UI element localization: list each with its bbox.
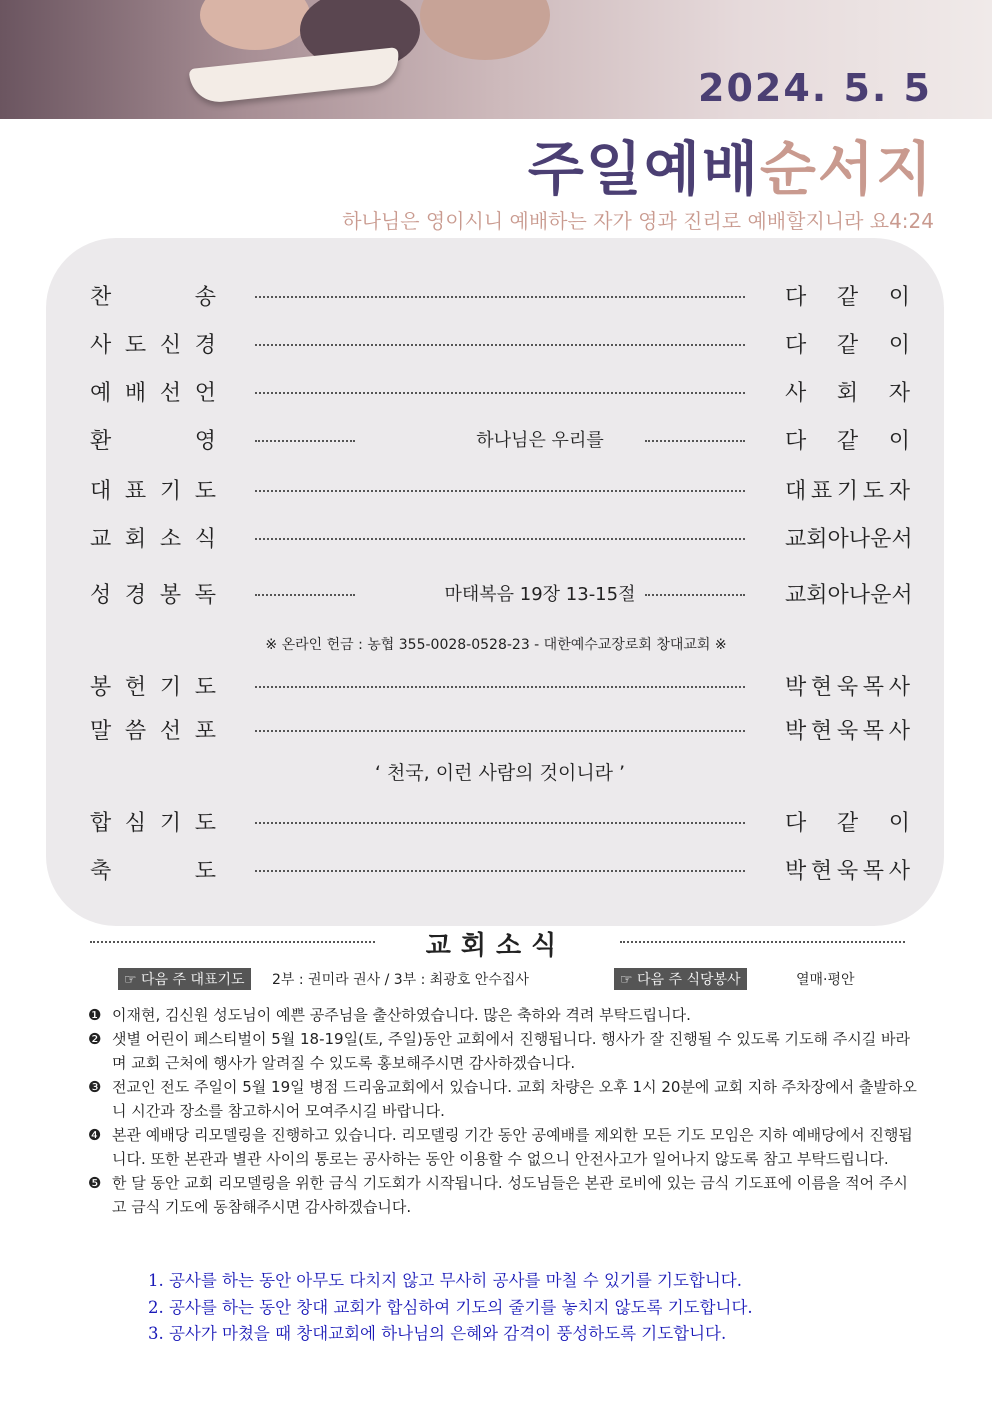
order-item-name: 성 경 봉 독 bbox=[90, 583, 216, 608]
order-item-name: 봉 헌 기 도 bbox=[90, 675, 216, 700]
leader-dots bbox=[255, 296, 745, 298]
leader-dots bbox=[255, 490, 745, 492]
order-item-detail: 하나님은 우리를 bbox=[476, 430, 604, 451]
service-date: 2024. 5. 5 bbox=[698, 66, 932, 110]
leader-dots bbox=[255, 686, 745, 688]
prayer-item: 2. 공사를 하는 동안 창대 교회가 합심하여 기도의 줄기를 놓치지 않도록 기도합니다. bbox=[148, 1297, 753, 1317]
order-item-name: 교 회 소 식 bbox=[90, 527, 216, 552]
leader-dots bbox=[255, 594, 355, 596]
order-item-name: 사 도 신 경 bbox=[90, 333, 216, 358]
leader-dots bbox=[255, 344, 745, 346]
hands-image-part bbox=[200, 0, 310, 50]
next-week-kitchen-tag: ☞ 다음 주 식당봉사 bbox=[614, 968, 747, 990]
order-row bbox=[90, 376, 910, 410]
order-row bbox=[90, 714, 910, 748]
news-item: ❸ 전교인 전도 주일이 5월 19일 병점 드리움교회에서 있습니다. 교회 차량은 오후 1시 20분에 교회 지하 주차장에서 출발하오니 시간과 장소를 참고하시어 모여주시길 바랍니다. bbox=[88, 1078, 917, 1120]
news-item: ❺ 한 달 동안 교회 리모델링을 위한 금식 기도회가 시작됩니다. 성도님들은 본관 로비에 있는 금식 기도표에 이름을 적어 주시고 금식 기도에 동참해주시면 감사하겠습니다. bbox=[88, 1174, 908, 1216]
prayer-requests bbox=[148, 1268, 753, 1348]
order-row bbox=[90, 578, 913, 612]
divider bbox=[620, 941, 905, 943]
duty-roster bbox=[0, 968, 992, 990]
open-bible-image bbox=[189, 47, 402, 105]
hands-image-part bbox=[420, 0, 550, 60]
order-item-leader: 사 회 자 bbox=[785, 381, 910, 406]
next-week-prayer-tag: ☞ 다음 주 대표기도 bbox=[118, 968, 251, 990]
order-item-leader: 교 회 아 나 운 서 bbox=[785, 583, 913, 608]
order-row bbox=[90, 670, 910, 704]
order-item-leader: 다 같 이 bbox=[785, 333, 910, 358]
order-row bbox=[90, 474, 910, 508]
order-item-leader: 박 현 욱 목 사 bbox=[785, 719, 910, 744]
prayer-item: 1. 공사를 하는 동안 아무도 다치지 않고 무사히 공사를 마칠 수 있기를 기도합니다. bbox=[148, 1271, 742, 1290]
order-item-leader: 박 현 욱 목 사 bbox=[785, 859, 910, 884]
page-title: 주일예배순서지 bbox=[527, 135, 934, 203]
theme-verse: 하나님은 영이시니 예배하는 자가 영과 진리로 예배할지니라 요4:24 bbox=[342, 209, 934, 233]
order-item-name: 찬 송 bbox=[90, 285, 216, 310]
order-row bbox=[90, 328, 910, 362]
leader-dots bbox=[645, 594, 745, 596]
order-item-leader: 대 표 기 도 자 bbox=[785, 479, 910, 504]
order-item-leader: 다 같 이 bbox=[785, 429, 910, 454]
sermon-title: ‘ 천국, 이런 사람의 것이니라 ’ bbox=[374, 762, 626, 784]
order-row bbox=[90, 280, 910, 314]
leader-dots bbox=[255, 822, 745, 824]
kitchen-team: 열매·평안 bbox=[796, 972, 855, 988]
offering-note: ※ 온라인 헌금 : 농협 355-0028-0528-23 - 대한예수교장로회 창대교회 ※ bbox=[265, 637, 727, 653]
order-row bbox=[90, 806, 910, 840]
order-item-leader: 박 현 욱 목 사 bbox=[785, 675, 910, 700]
news-heading: 교회소식 bbox=[0, 925, 992, 961]
order-row bbox=[90, 854, 910, 888]
order-item-leader: 다 같 이 bbox=[785, 811, 910, 836]
news-item: ❹ 본관 예배당 리모델링을 진행하고 있습니다. 리모델링 기간 동안 공예배를 제외한 모든 기도 모임은 지하 예배당에서 진행됩니다. 또한 본관과 별관 사이의 통로는 공사하는 동안 이용할 수 없으니 안전사고가 일어나지 않도록 참고 부탁드립니다. bbox=[88, 1126, 913, 1168]
news-list bbox=[88, 1003, 918, 1219]
leader-dots bbox=[645, 440, 745, 442]
order-item-name: 합 심 기 도 bbox=[90, 811, 216, 836]
order-item-name: 대 표 기 도 bbox=[90, 479, 216, 504]
order-item-name: 예 배 선 언 bbox=[90, 381, 216, 406]
order-row bbox=[90, 424, 910, 458]
leader-dots bbox=[255, 538, 745, 540]
prayer-leaders: 2부 : 권미라 권사 / 3부 : 최광호 안수집사 bbox=[272, 972, 529, 988]
news-item: ❷ 샛별 어린이 페스티벌이 5월 18-19일(토, 주일)동안 교회에서 진행됩니다. 행사가 잘 진행될 수 있도록 기도해 주시길 바라며 교회 근처에 행사가 알려질 수 있도록 홍보해주시면 감사하겠습니다. bbox=[88, 1030, 910, 1072]
leader-dots bbox=[255, 870, 745, 872]
order-item-detail: 마태복음 19장 13-15절 bbox=[444, 584, 636, 605]
news-item: ❶ 이재현, 김신원 성도님이 예쁜 공주님을 출산하였습니다. 많은 축하와 격려 부탁드립니다. bbox=[88, 1006, 691, 1024]
order-row bbox=[90, 522, 913, 556]
prayer-item: 3. 공사가 마쳤을 때 창대교회에 하나님의 은혜와 감격이 풍성하도록 기도합니다. bbox=[148, 1324, 727, 1343]
order-item-name: 환 영 bbox=[90, 429, 216, 454]
order-item-leader: 교 회 아 나 운 서 bbox=[785, 527, 913, 552]
order-item-name: 축 도 bbox=[90, 859, 216, 884]
leader-dots bbox=[255, 392, 745, 394]
leader-dots bbox=[255, 440, 355, 442]
order-item-name: 말 씀 선 포 bbox=[90, 719, 216, 744]
leader-dots bbox=[255, 730, 745, 732]
order-item-leader: 다 같 이 bbox=[785, 285, 910, 310]
